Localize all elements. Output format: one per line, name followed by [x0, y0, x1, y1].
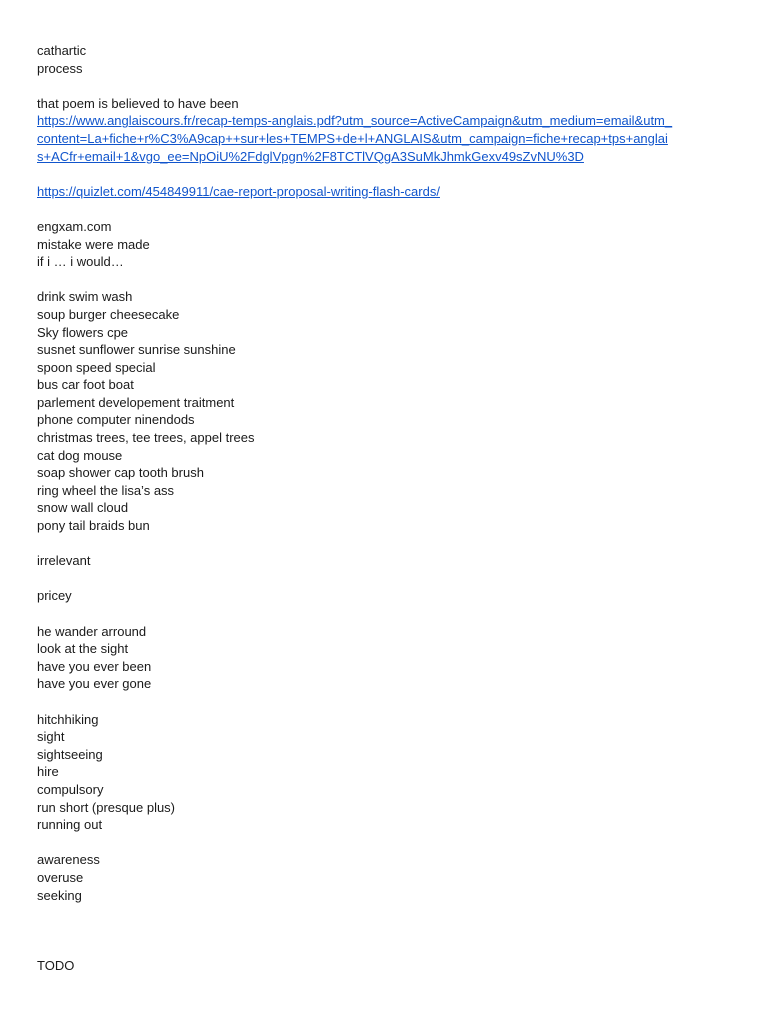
word-group-line: ring wheel the lisa’s ass: [37, 482, 175, 498]
link-line[interactable]: s+ACfr+email+1&vgo_ee=NpOiU%2FdglVpgn%2F8TCTlVQgA3SuMkJhmkGexv49sZvNU%3D: [37, 148, 584, 164]
phrase-line: have you ever gone: [37, 676, 152, 692]
word-group-line: soup burger cheesecake: [37, 306, 180, 322]
vocab-line: awareness: [37, 852, 100, 868]
document-body: [37, 42, 737, 974]
word-group-line: Sky flowers cpe: [37, 324, 129, 340]
word-group-line: phone computer ninendods: [37, 412, 195, 428]
phrase-line: look at the sight: [37, 641, 129, 657]
word-group-line: cat dog mouse: [37, 447, 123, 463]
word-group-line: drink swim wash: [37, 289, 133, 305]
vocab-line: running out: [37, 817, 103, 833]
text-line: mistake were made: [37, 236, 150, 252]
text-line: engxam.com: [37, 218, 112, 234]
text-line: if i … i would…: [37, 254, 124, 270]
blank-line: [37, 834, 737, 852]
blank-line: [37, 605, 737, 623]
link-line[interactable]: content=La+fiche+r%C3%A9cap++sur+les+TEMPS+de+l+ANGLAIS&utm_campaign=fiche+recap+tps+anglai: [37, 130, 668, 146]
phrase-line: have you ever been: [37, 658, 152, 674]
text-line: that poem is believed to have been: [37, 95, 239, 111]
word-group-line: soap shower cap tooth brush: [37, 465, 204, 481]
vocab-line: overuse: [37, 869, 84, 885]
vocab-line: sightseeing: [37, 746, 103, 762]
hyperlink-anglaiscours[interactable]: [37, 112, 737, 165]
blank-line: [37, 165, 737, 183]
link-line[interactable]: https://www.anglaiscours.fr/recap-temps-anglais.pdf?utm_source=ActiveCampaign&utm_medium=email&utm_: [37, 113, 673, 129]
vocab-line: hitchhiking: [37, 711, 99, 727]
blank-line: [37, 77, 737, 95]
word-group-line: bus car foot boat: [37, 377, 134, 393]
vocab-line: run short (presque plus): [37, 799, 176, 815]
text-line: irrelevant: [37, 553, 91, 569]
word-group-line: snow wall cloud: [37, 500, 129, 516]
blank-line: [37, 693, 737, 711]
vocab-line: hire: [37, 764, 59, 780]
text-line: cathartic: [37, 43, 87, 58]
blank-line: [37, 570, 737, 588]
text-line: pricey: [37, 588, 72, 604]
word-group-line: christmas trees, tee trees, appel trees: [37, 430, 255, 446]
vocab-line: compulsory: [37, 781, 104, 797]
word-group-line: susnet sunflower sunrise sunshine: [37, 342, 236, 358]
text-line: process: [37, 60, 83, 76]
vocab-line: sight: [37, 729, 65, 745]
blank-line: [37, 200, 737, 218]
hyperlink-quizlet[interactable]: https://quizlet.com/454849911/cae-report-proposal-writing-flash-cards/: [37, 183, 440, 199]
word-group-line: pony tail braids bun: [37, 518, 150, 534]
phrase-line: he wander arround: [37, 623, 147, 639]
todo-heading: TODO: [37, 957, 75, 973]
blank-lines: [37, 904, 737, 957]
word-group-line: spoon speed special: [37, 359, 156, 375]
blank-line: [37, 271, 737, 289]
blank-line: [37, 535, 737, 553]
word-group-line: parlement developement traitment: [37, 394, 235, 410]
vocab-line: seeking: [37, 887, 82, 903]
